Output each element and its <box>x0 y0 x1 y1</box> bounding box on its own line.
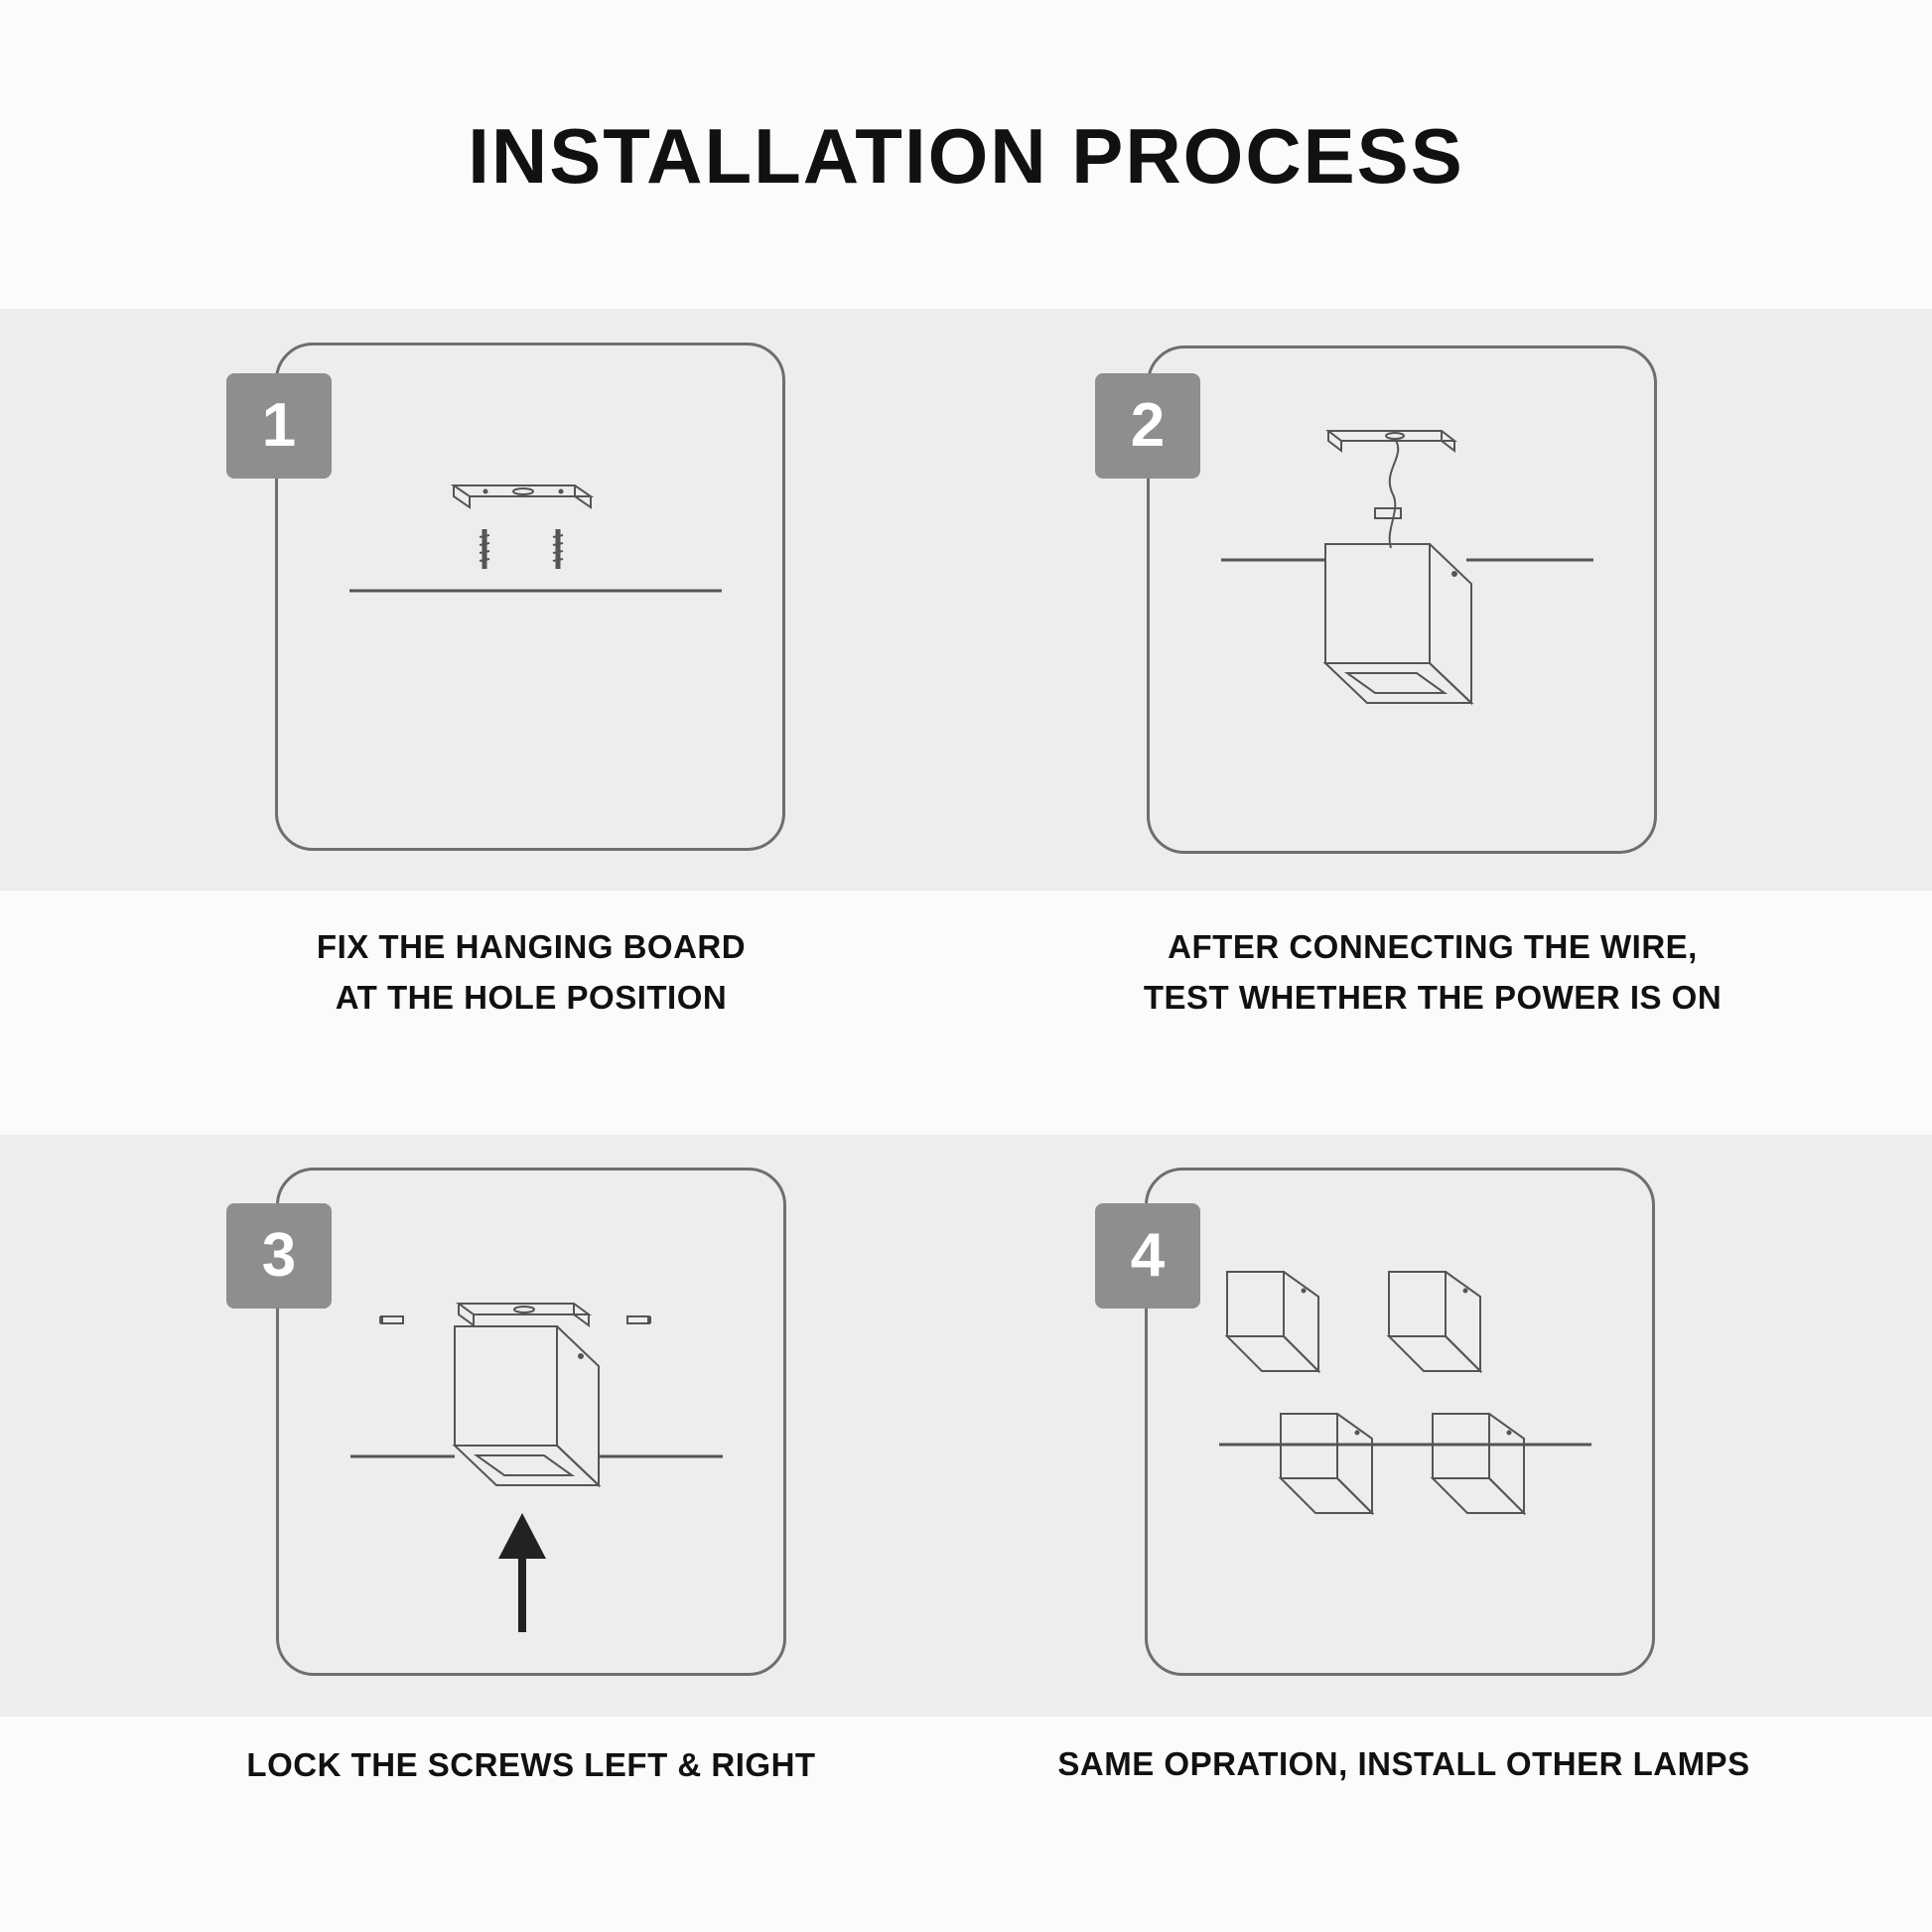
step-1-caption <box>84 921 978 1023</box>
step-2-caption-line-2: TEST WHETHER THE POWER IS ON <box>1143 979 1723 1016</box>
step-4-illustration <box>1145 1168 1655 1676</box>
page-title: INSTALLATION PROCESS <box>468 112 1464 200</box>
step-1-badge: 1 <box>226 373 332 479</box>
lamp-cube <box>1227 1272 1318 1371</box>
step-2-illustration <box>1147 345 1657 854</box>
step-4-caption-line-1: SAME OPRATION, INSTALL OTHER LAMPS <box>1057 1745 1750 1782</box>
step-3-badge: 3 <box>226 1203 332 1309</box>
lamp-cube <box>1389 1272 1480 1371</box>
wire-connector <box>1375 508 1401 518</box>
step-4-badge: 4 <box>1095 1203 1200 1309</box>
step-4-caption <box>957 1738 1851 1789</box>
step-2-badge: 2 <box>1095 373 1200 479</box>
up-arrow-icon <box>498 1513 546 1632</box>
wire <box>1390 439 1399 548</box>
lamp-cube <box>1281 1414 1372 1513</box>
lamp-cube <box>455 1326 599 1485</box>
step-1-caption-line-2: AT THE HOLE POSITION <box>335 979 728 1016</box>
step-1-caption-line-1: FIX THE HANGING BOARD <box>316 928 747 965</box>
step-3-caption-line-1: LOCK THE SCREWS LEFT & RIGHT <box>246 1746 816 1783</box>
screw-right <box>627 1316 649 1323</box>
lamp-cube <box>1325 544 1471 703</box>
wall-plug-left <box>480 529 489 569</box>
step-2-caption-line-1: AFTER CONNECTING THE WIRE, <box>1168 928 1698 965</box>
step-1-illustration <box>275 343 785 851</box>
hanging-board <box>454 485 591 507</box>
hanging-board <box>1328 431 1454 451</box>
lamp-cube <box>1433 1414 1524 1513</box>
step-2-caption <box>986 921 1879 1023</box>
step-3-caption <box>84 1739 978 1790</box>
hanging-board <box>459 1304 589 1325</box>
wall-plug-right <box>553 529 563 569</box>
step-3-illustration <box>276 1168 786 1676</box>
screw-left <box>381 1316 403 1323</box>
